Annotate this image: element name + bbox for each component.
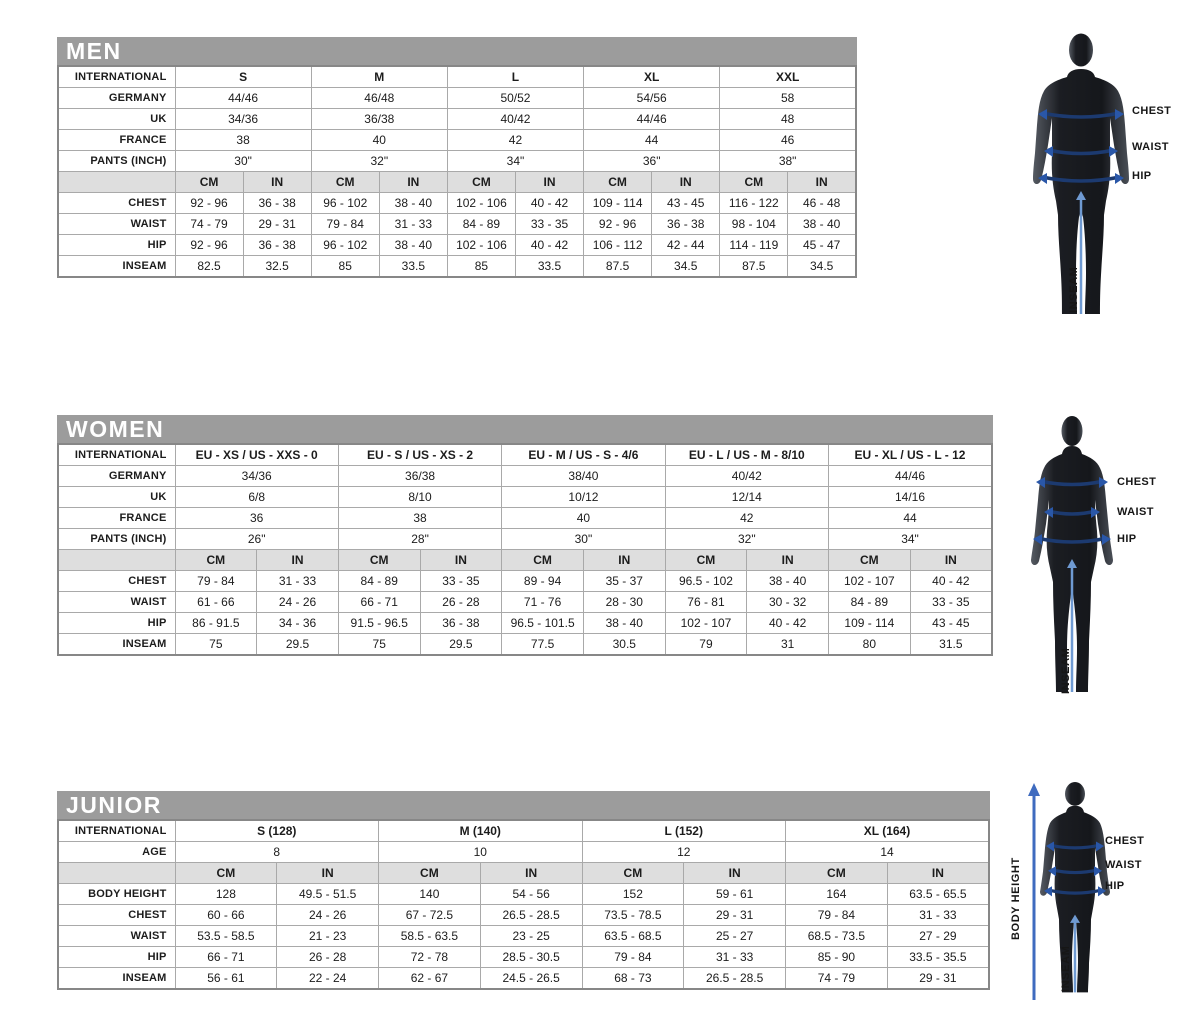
row-label: PANTS (INCH) — [58, 529, 175, 550]
cm-value-cell: 109 - 114 — [584, 193, 652, 214]
info-value-cell: 32" — [311, 151, 447, 172]
cm-value-cell: 85 — [311, 256, 379, 278]
cm-value-cell: 96.5 - 101.5 — [502, 613, 584, 634]
men-waist-label: WAIST — [1132, 141, 1169, 153]
cm-value-cell: 79 - 84 — [175, 571, 257, 592]
row-label: CHEST — [58, 571, 175, 592]
in-value-cell: 28 - 30 — [583, 592, 665, 613]
unit-in-cell: IN — [243, 172, 311, 193]
men-hip-label: HIP — [1132, 170, 1152, 182]
cm-value-cell: 68.5 - 73.5 — [786, 926, 888, 947]
info-value-cell: 44/46 — [584, 109, 720, 130]
info-value-cell: 12 — [582, 842, 786, 863]
in-value-cell: 38 - 40 — [747, 571, 829, 592]
info-row — [58, 130, 856, 151]
cm-value-cell: 164 — [786, 884, 888, 905]
cm-value-cell: 66 - 71 — [175, 947, 277, 968]
measure-row — [58, 592, 992, 613]
unit-in-cell: IN — [277, 863, 379, 884]
info-value-cell: 30" — [175, 151, 311, 172]
junior-inseam-label: INSEAM — [1060, 945, 1072, 992]
measure-row — [58, 613, 992, 634]
junior-section — [57, 791, 990, 990]
in-value-cell: 33 - 35 — [420, 571, 502, 592]
measure-row — [58, 634, 992, 656]
row-label: INTERNATIONAL — [58, 820, 175, 842]
cm-value-cell: 140 — [379, 884, 481, 905]
in-value-cell: 54 - 56 — [480, 884, 582, 905]
info-value-cell: 54/56 — [584, 88, 720, 109]
row-label: HIP — [58, 613, 175, 634]
in-value-cell: 23 - 25 — [480, 926, 582, 947]
size-header-cell: XL — [584, 66, 720, 88]
cm-value-cell: 86 - 91.5 — [175, 613, 257, 634]
info-row — [58, 508, 992, 529]
unit-in-cell: IN — [788, 172, 856, 193]
unit-cm-cell: CM — [584, 172, 652, 193]
row-label: BODY HEIGHT — [58, 884, 175, 905]
in-value-cell: 31 — [747, 634, 829, 656]
unit-in-cell: IN — [420, 550, 502, 571]
info-value-cell: 34" — [829, 529, 993, 550]
row-label: HIP — [58, 947, 175, 968]
junior-hip-label: HIP — [1105, 880, 1125, 892]
unit-in-cell: IN — [684, 863, 786, 884]
in-value-cell: 31.5 — [910, 634, 992, 656]
info-row — [58, 151, 856, 172]
in-value-cell: 24 - 26 — [277, 905, 379, 926]
man-silhouette-icon — [1026, 33, 1136, 318]
row-label: CHEST — [58, 905, 175, 926]
unit-cm-cell: CM — [829, 550, 911, 571]
measure-row — [58, 926, 989, 947]
row-label: INSEAM — [58, 634, 175, 656]
in-value-cell: 28.5 - 30.5 — [480, 947, 582, 968]
info-row — [58, 466, 992, 487]
in-value-cell: 29.5 — [420, 634, 502, 656]
women-waist-label: WAIST — [1117, 506, 1154, 518]
info-row — [58, 529, 992, 550]
size-header-cell: XXL — [720, 66, 856, 88]
info-value-cell: 40/42 — [665, 466, 828, 487]
men-size-table-host — [57, 65, 857, 278]
in-value-cell: 36 - 38 — [420, 613, 502, 634]
junior-figure — [1008, 780, 1182, 1020]
junior-title-bar — [57, 791, 990, 819]
cm-value-cell: 80 — [829, 634, 911, 656]
size-header-cell: L (152) — [582, 820, 786, 842]
in-value-cell: 34.5 — [652, 256, 720, 278]
info-value-cell: 38 — [338, 508, 501, 529]
cm-value-cell: 58.5 - 63.5 — [379, 926, 481, 947]
cm-value-cell: 61 - 66 — [175, 592, 257, 613]
info-value-cell: 8 — [175, 842, 379, 863]
unit-cm-cell: CM — [582, 863, 684, 884]
junior-body-height-label: BODY HEIGHT — [1010, 857, 1022, 940]
cm-value-cell: 68 - 73 — [582, 968, 684, 990]
women-size-table-host — [57, 443, 993, 656]
cm-value-cell: 114 - 119 — [720, 235, 788, 256]
cm-value-cell: 84 - 89 — [829, 592, 911, 613]
cm-value-cell: 128 — [175, 884, 277, 905]
unit-in-cell: IN — [910, 550, 992, 571]
cm-value-cell: 92 - 96 — [175, 193, 243, 214]
info-row — [58, 109, 856, 130]
men-title-bar — [57, 37, 857, 65]
row-label — [58, 172, 175, 193]
info-value-cell: 34/36 — [175, 109, 311, 130]
in-value-cell: 40 - 42 — [515, 193, 583, 214]
in-value-cell: 31 - 33 — [684, 947, 786, 968]
info-row — [58, 88, 856, 109]
measure-row — [58, 884, 989, 905]
info-value-cell: 44/46 — [175, 88, 311, 109]
row-label: GERMANY — [58, 88, 175, 109]
in-value-cell: 29 - 31 — [684, 905, 786, 926]
cm-value-cell: 85 - 90 — [786, 947, 888, 968]
row-label: INTERNATIONAL — [58, 66, 175, 88]
in-value-cell: 46 - 48 — [788, 193, 856, 214]
in-value-cell: 59 - 61 — [684, 884, 786, 905]
junior-head — [1065, 782, 1085, 806]
measure-row — [58, 214, 856, 235]
measure-row — [58, 256, 856, 278]
cm-value-cell: 98 - 104 — [720, 214, 788, 235]
in-value-cell: 31 - 33 — [887, 905, 989, 926]
info-value-cell: 40 — [311, 130, 447, 151]
unit-in-cell: IN — [747, 550, 829, 571]
info-value-cell: 34" — [447, 151, 583, 172]
cm-value-cell: 77.5 — [502, 634, 584, 656]
cm-value-cell: 84 - 89 — [338, 571, 420, 592]
cm-value-cell: 116 - 122 — [720, 193, 788, 214]
cm-value-cell: 106 - 112 — [584, 235, 652, 256]
in-value-cell: 38 - 40 — [379, 235, 447, 256]
junior-chest-label: CHEST — [1105, 835, 1145, 847]
measure-row — [58, 571, 992, 592]
in-value-cell: 26.5 - 28.5 — [684, 968, 786, 990]
man-head — [1069, 34, 1093, 67]
cm-value-cell: 62 - 67 — [379, 968, 481, 990]
woman-head — [1062, 416, 1083, 446]
women-figure — [1012, 416, 1172, 701]
cm-value-cell: 85 — [447, 256, 515, 278]
in-value-cell: 63.5 - 65.5 — [887, 884, 989, 905]
info-row — [58, 842, 989, 863]
info-value-cell: 38" — [720, 151, 856, 172]
in-value-cell: 24 - 26 — [257, 592, 339, 613]
cm-value-cell: 102 - 106 — [447, 235, 515, 256]
info-value-cell: 36/38 — [311, 109, 447, 130]
in-value-cell: 35 - 37 — [583, 571, 665, 592]
unit-cm-cell: CM — [720, 172, 788, 193]
cm-value-cell: 67 - 72.5 — [379, 905, 481, 926]
row-label: WAIST — [58, 214, 175, 235]
info-value-cell: 48 — [720, 109, 856, 130]
row-label: GERMANY — [58, 466, 175, 487]
cm-value-cell: 79 - 84 — [582, 947, 684, 968]
measure-row — [58, 947, 989, 968]
unit-in-cell: IN — [583, 550, 665, 571]
row-label: FRANCE — [58, 130, 175, 151]
info-value-cell: 38/40 — [502, 466, 665, 487]
in-value-cell: 26.5 - 28.5 — [480, 905, 582, 926]
info-value-cell: 36/38 — [338, 466, 501, 487]
women-size-table — [57, 443, 993, 656]
cm-value-cell: 72 - 78 — [379, 947, 481, 968]
in-value-cell: 29.5 — [257, 634, 339, 656]
unit-in-cell: IN — [257, 550, 339, 571]
in-value-cell: 25 - 27 — [684, 926, 786, 947]
info-value-cell: 6/8 — [175, 487, 338, 508]
row-label — [58, 863, 175, 884]
cm-value-cell: 56 - 61 — [175, 968, 277, 990]
cm-value-cell: 79 - 84 — [311, 214, 379, 235]
in-value-cell: 43 - 45 — [910, 613, 992, 634]
info-value-cell: 46 — [720, 130, 856, 151]
in-value-cell: 29 - 31 — [243, 214, 311, 235]
in-value-cell: 40 - 42 — [515, 235, 583, 256]
info-row — [58, 444, 992, 466]
info-row — [58, 487, 992, 508]
cm-value-cell: 53.5 - 58.5 — [175, 926, 277, 947]
cm-value-cell: 76 - 81 — [665, 592, 747, 613]
junior-size-table-host — [57, 819, 990, 990]
in-value-cell: 30.5 — [583, 634, 665, 656]
cm-value-cell: 102 - 107 — [829, 571, 911, 592]
cm-value-cell: 87.5 — [720, 256, 788, 278]
unit-cm-cell: CM — [175, 550, 257, 571]
junior-size-table — [57, 819, 990, 990]
in-value-cell: 40 - 42 — [747, 613, 829, 634]
cm-value-cell: 91.5 - 96.5 — [338, 613, 420, 634]
row-label: CHEST — [58, 193, 175, 214]
info-value-cell: 46/48 — [311, 88, 447, 109]
unit-cm-cell: CM — [665, 550, 747, 571]
in-value-cell: 38 - 40 — [788, 214, 856, 235]
row-label: WAIST — [58, 926, 175, 947]
info-value-cell: 44/46 — [829, 466, 993, 487]
info-value-cell: 42 — [665, 508, 828, 529]
cm-value-cell: 79 - 84 — [786, 905, 888, 926]
junior-title: JUNIOR — [66, 792, 162, 818]
size-header-cell: EU - M / US - S - 4/6 — [502, 444, 665, 466]
info-value-cell: 42 — [447, 130, 583, 151]
in-value-cell: 26 - 28 — [277, 947, 379, 968]
row-label: UK — [58, 109, 175, 130]
info-value-cell: 44 — [829, 508, 993, 529]
row-label: INSEAM — [58, 256, 175, 278]
in-value-cell: 27 - 29 — [887, 926, 989, 947]
in-value-cell: 38 - 40 — [583, 613, 665, 634]
cm-value-cell: 71 - 76 — [502, 592, 584, 613]
info-value-cell: 40 — [502, 508, 665, 529]
cm-value-cell: 102 - 106 — [447, 193, 515, 214]
measure-row — [58, 235, 856, 256]
unit-cm-cell: CM — [175, 172, 243, 193]
measure-row — [58, 905, 989, 926]
in-value-cell: 31 - 33 — [257, 571, 339, 592]
in-value-cell: 33.5 - 35.5 — [887, 947, 989, 968]
in-value-cell: 33.5 — [379, 256, 447, 278]
cm-value-cell: 74 - 79 — [786, 968, 888, 990]
in-value-cell: 36 - 38 — [243, 235, 311, 256]
size-header-cell: M — [311, 66, 447, 88]
info-value-cell: 32" — [665, 529, 828, 550]
women-title-bar — [57, 415, 993, 443]
women-hip-label: HIP — [1117, 533, 1137, 545]
info-value-cell: 26" — [175, 529, 338, 550]
unit-cm-cell: CM — [379, 863, 481, 884]
cm-value-cell: 96.5 - 102 — [665, 571, 747, 592]
size-header-cell: L — [447, 66, 583, 88]
row-label: INSEAM — [58, 968, 175, 990]
size-header-cell: EU - S / US - XS - 2 — [338, 444, 501, 466]
info-value-cell: 34/36 — [175, 466, 338, 487]
info-value-cell: 12/14 — [665, 487, 828, 508]
cm-value-cell: 92 - 96 — [175, 235, 243, 256]
row-label: AGE — [58, 842, 175, 863]
unit-in-cell: IN — [652, 172, 720, 193]
woman-silhouette-icon — [1020, 416, 1125, 696]
info-value-cell: 36" — [584, 151, 720, 172]
info-value-cell: 10/12 — [502, 487, 665, 508]
in-value-cell: 33 - 35 — [515, 214, 583, 235]
unit-cm-cell: CM — [338, 550, 420, 571]
cm-value-cell: 82.5 — [175, 256, 243, 278]
junior-waist-label: WAIST — [1105, 859, 1142, 871]
men-title: MEN — [66, 38, 122, 64]
in-value-cell: 26 - 28 — [420, 592, 502, 613]
unit-in-cell: IN — [379, 172, 447, 193]
in-value-cell: 24.5 - 26.5 — [480, 968, 582, 990]
men-chest-label: CHEST — [1132, 105, 1172, 117]
in-value-cell: 34 - 36 — [257, 613, 339, 634]
units-row — [58, 172, 856, 193]
in-value-cell: 21 - 23 — [277, 926, 379, 947]
row-label: PANTS (INCH) — [58, 151, 175, 172]
cm-value-cell: 87.5 — [584, 256, 652, 278]
info-value-cell: 30" — [502, 529, 665, 550]
unit-cm-cell: CM — [447, 172, 515, 193]
women-section — [57, 415, 993, 656]
info-value-cell: 38 — [175, 130, 311, 151]
in-value-cell: 32.5 — [243, 256, 311, 278]
in-value-cell: 36 - 38 — [652, 214, 720, 235]
size-header-cell: XL (164) — [786, 820, 990, 842]
size-header-cell: S (128) — [175, 820, 379, 842]
men-size-table — [57, 65, 857, 278]
unit-cm-cell: CM — [311, 172, 379, 193]
cm-value-cell: 75 — [338, 634, 420, 656]
size-header-cell: M (140) — [379, 820, 583, 842]
info-value-cell: 28" — [338, 529, 501, 550]
info-value-cell: 50/52 — [447, 88, 583, 109]
unit-in-cell: IN — [515, 172, 583, 193]
measure-row — [58, 968, 989, 990]
in-value-cell: 42 - 44 — [652, 235, 720, 256]
unit-cm-cell: CM — [786, 863, 888, 884]
in-value-cell: 34.5 — [788, 256, 856, 278]
info-value-cell: 40/42 — [447, 109, 583, 130]
women-inseam-label: INSEAM — [1060, 647, 1072, 694]
cm-value-cell: 84 - 89 — [447, 214, 515, 235]
cm-value-cell: 60 - 66 — [175, 905, 277, 926]
cm-value-cell: 79 — [665, 634, 747, 656]
unit-cm-cell: CM — [502, 550, 584, 571]
women-chest-label: CHEST — [1117, 476, 1157, 488]
in-value-cell: 45 - 47 — [788, 235, 856, 256]
in-value-cell: 36 - 38 — [243, 193, 311, 214]
in-value-cell: 29 - 31 — [887, 968, 989, 990]
row-label: HIP — [58, 235, 175, 256]
in-value-cell: 40 - 42 — [910, 571, 992, 592]
cm-value-cell: 66 - 71 — [338, 592, 420, 613]
in-value-cell: 31 - 33 — [379, 214, 447, 235]
info-row — [58, 820, 989, 842]
unit-cm-cell: CM — [175, 863, 277, 884]
row-label — [58, 550, 175, 571]
cm-value-cell: 109 - 114 — [829, 613, 911, 634]
size-header-cell: EU - L / US - M - 8/10 — [665, 444, 828, 466]
cm-value-cell: 75 — [175, 634, 257, 656]
row-label: FRANCE — [58, 508, 175, 529]
cm-value-cell: 96 - 102 — [311, 193, 379, 214]
info-value-cell: 14 — [786, 842, 990, 863]
women-title: WOMEN — [66, 416, 165, 442]
size-header-cell: S — [175, 66, 311, 88]
cm-value-cell: 102 - 107 — [665, 613, 747, 634]
cm-value-cell: 63.5 - 68.5 — [582, 926, 684, 947]
info-value-cell: 10 — [379, 842, 583, 863]
unit-in-cell: IN — [480, 863, 582, 884]
in-value-cell: 30 - 32 — [747, 592, 829, 613]
units-row — [58, 550, 992, 571]
cm-value-cell: 92 - 96 — [584, 214, 652, 235]
men-figure — [1026, 33, 1182, 323]
units-row — [58, 863, 989, 884]
info-value-cell: 36 — [175, 508, 338, 529]
in-value-cell: 43 - 45 — [652, 193, 720, 214]
men-section — [57, 37, 857, 278]
in-value-cell: 49.5 - 51.5 — [277, 884, 379, 905]
info-value-cell: 58 — [720, 88, 856, 109]
cm-value-cell: 73.5 - 78.5 — [582, 905, 684, 926]
in-value-cell: 33.5 — [515, 256, 583, 278]
row-label: WAIST — [58, 592, 175, 613]
unit-in-cell: IN — [887, 863, 989, 884]
cm-value-cell: 89 - 94 — [502, 571, 584, 592]
row-label: UK — [58, 487, 175, 508]
row-label: INTERNATIONAL — [58, 444, 175, 466]
cm-value-cell: 74 - 79 — [175, 214, 243, 235]
size-header-cell: EU - XL / US - L - 12 — [829, 444, 993, 466]
men-inseam-label: INSEAM — [1068, 266, 1080, 313]
size-header-cell: EU - XS / US - XXS - 0 — [175, 444, 338, 466]
in-value-cell: 33 - 35 — [910, 592, 992, 613]
info-value-cell: 44 — [584, 130, 720, 151]
cm-value-cell: 152 — [582, 884, 684, 905]
info-row — [58, 66, 856, 88]
info-value-cell: 8/10 — [338, 487, 501, 508]
cm-value-cell: 96 - 102 — [311, 235, 379, 256]
measure-row — [58, 193, 856, 214]
in-value-cell: 38 - 40 — [379, 193, 447, 214]
info-value-cell: 14/16 — [829, 487, 993, 508]
in-value-cell: 22 - 24 — [277, 968, 379, 990]
